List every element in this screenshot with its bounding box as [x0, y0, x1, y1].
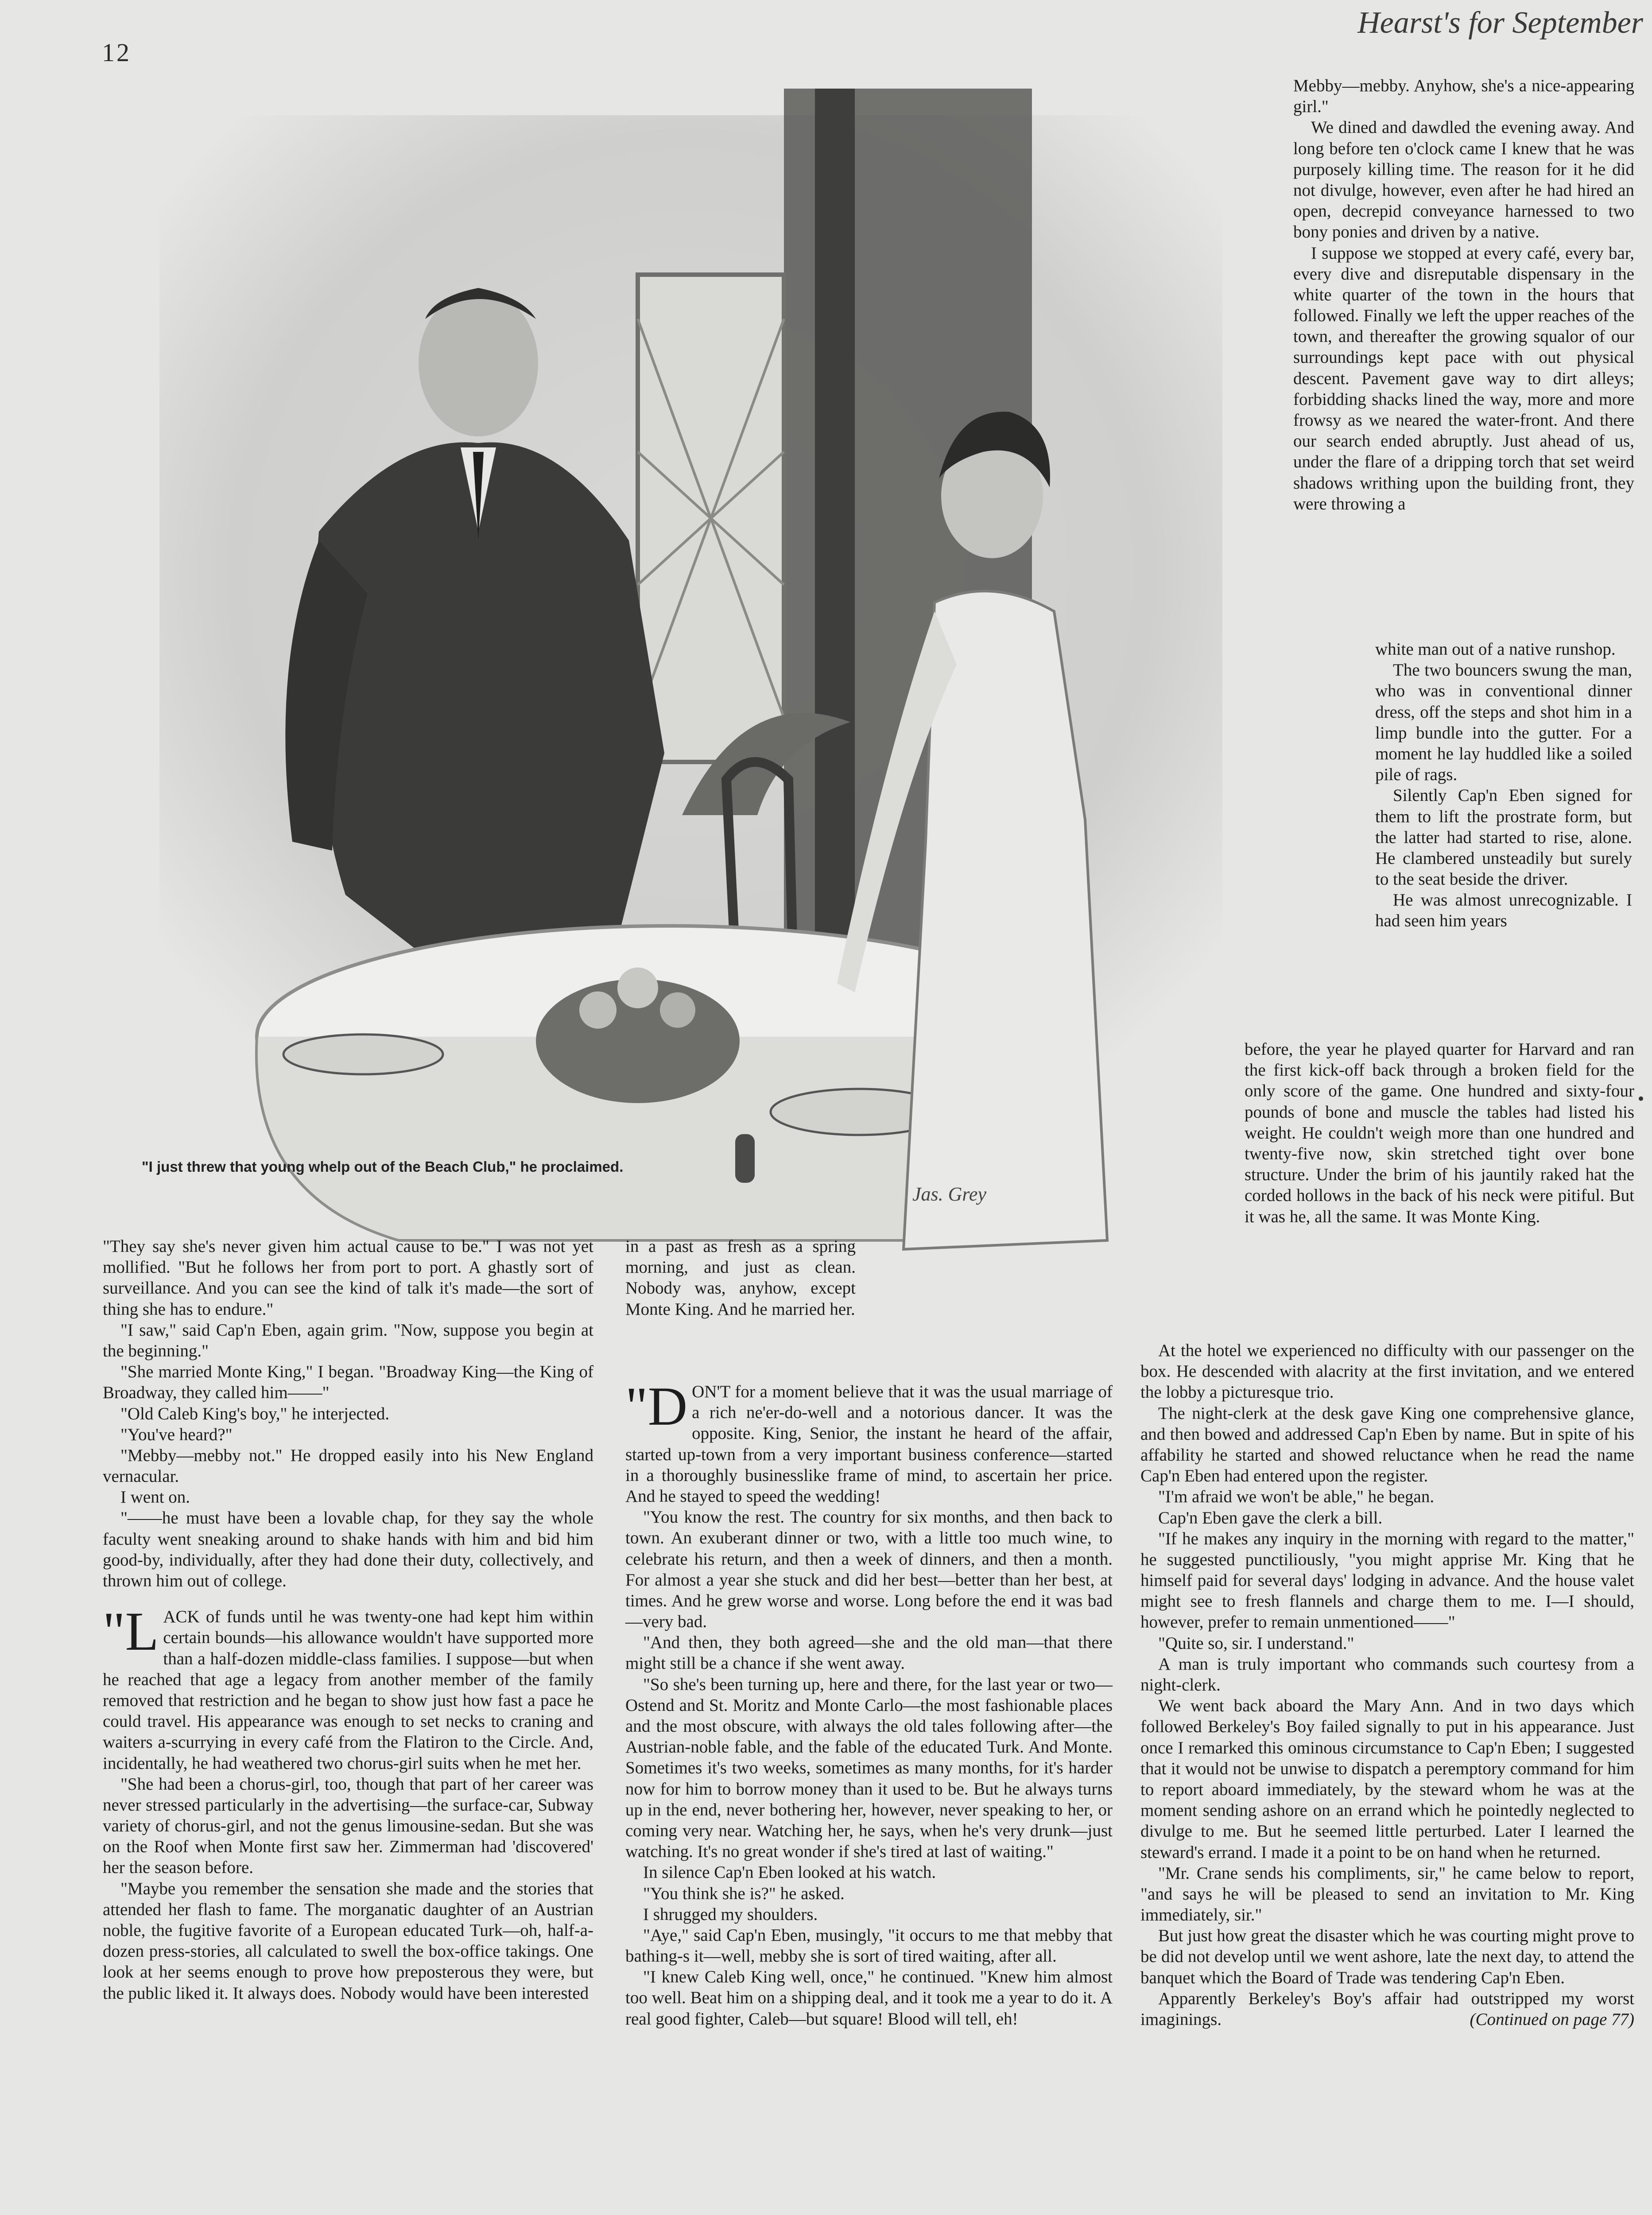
- paragraph: A man is truly important who commands such courtesy from a night-clerk.: [1140, 1654, 1634, 1694]
- paragraph: "She had been a chorus-girl, too, though that part of her career was never stressed particularly in the advertising—the surface-car, Subway variety of chorus-girl, and not the genus limousine-sedan. But she was on the Roof when Monte first saw her. Zimmerman had 'discovered' her the season before.: [103, 1774, 593, 1877]
- article-column-2-top: [625, 1236, 856, 1320]
- paragraph: But just how great the disaster which he was courting might prove to be did not develop until we went ashore, late the next day, to attend the banquet which the Board of Trade was tendering Cap'n Eben.: [1140, 1926, 1634, 1987]
- paragraph: "You know the rest. The country for six months, and then back to town. An exuberant dinner or two, with a little too much wine, to celebrate his return, and then a week of dinners, and then a month. For almost a year she stuck and did her best—better than her best, at times. And he grew worse and worse. Long before the end it was bad—very bad.: [625, 1508, 1113, 1632]
- last-paragraph-text: Apparently Berkeley's Boy's affair had outstripped my worst imaginings.: [1140, 1989, 1634, 2029]
- paragraph: [1140, 1988, 1634, 2030]
- paragraph: "I knew Caleb King well, once," he continued. "Knew him almost too well. Beat him on a shipping deal, and it took me a year to do it. A real good fighter, Caleb—but square! Blood will tell, eh!: [625, 1967, 1113, 2028]
- paragraph: At the hotel we experienced no difficulty with our passenger on the box. He descended with alacrity at the first invitation, and we entered the lobby a picturesque trio.: [1140, 1341, 1634, 1402]
- paragraph: white man out of a native runshop.: [1375, 640, 1616, 659]
- continued-on-link[interactable]: (Continued on page 77): [1470, 2010, 1634, 2029]
- paragraph: Cap'n Eben gave the clerk a bill.: [1158, 1508, 1383, 1527]
- paragraph: I went on.: [120, 1488, 190, 1507]
- paragraph: "Aye," said Cap'n Eben, musingly, "it occurs to me that mebby that bathing-s it—well, mebby she is sort of tired waiting, after all.: [625, 1925, 1113, 1966]
- paragraph: We dined and dawdled the evening away. And long before ten o'clock came I knew that he was purposely killing time. The reason for it he did not divulge, however, even after he had hired an open, decrepid conveyance harnessed to two bony ponies and driven by a native.: [1293, 118, 1634, 242]
- paragraph: "They say she's never given him actual cause to be." I was not yet mollified. "But he follows her from port to port. A ghastly sort of surveillance. And you can see the kind of talk it's made—the sort of thing she has to endure.": [103, 1237, 593, 1319]
- illustrator-signature: Jas. Grey: [912, 1183, 986, 1205]
- paragraph: In silence Cap'n Eben looked at his watch.: [643, 1863, 936, 1882]
- article-column-2: [625, 1376, 1113, 2029]
- paragraph: "So she's been turning up, here and there, for the last year or two—Ostend and St. Moritz and Monte Carlo—the most fashionable places and the most obscure, with always the old tales following after—the Austrian-noble fable, and the fable of the educated Turk. And Monte. Sometimes it's two weeks, sometimes as many months, for it's harder now for him to borrow money than it used to be. But he always turns up in the end, never bothering her, however, never speaking to her, or coming very near. Watching her, he says, when he's very drunk—just watching. It's no great wonder if she's tired at last of waiting.": [625, 1675, 1113, 1861]
- paragraph: "If he makes any inquiry in the morning with regard to the matter," he suggested punctiliously, "you might apprise Mr. King that he himself paid for several days' lodging in advance. And the house valet might see to fresh flannels and charge them to me. I—I should, however, prefer to remain unmentioned——": [1140, 1529, 1634, 1632]
- paragraph: "I'm afraid we won't be able," he began.: [1158, 1487, 1435, 1507]
- section-start-paragraph: "LACK of funds until he was twenty-one had kept him within certain bounds—his allowance wouldn't have supported more than a half-dozen middle-class families. I suppose—but when he reached that age a legacy from another member of the family removed that restriction and he began to show just how fast a pace he could travel. His appearance was enough to set necks to craning and waiters a-scurrying in every café from the Flatiron to the Circle. And, incidentally, he had weathered two chorus-girl suits when he met her.: [103, 1601, 593, 1773]
- article-column-3-mid: [1245, 1039, 1634, 1227]
- paragraph: "And then, they both agreed—she and the old man—that there might still be a chance if she went away.: [625, 1633, 1113, 1673]
- paragraph: "——he must have been a lovable chap, for they say the whole faculty went sneaking around to shake hands with him and bid him good-by, individually, after they had done their duty, collectively, and thrown him out of college.: [103, 1508, 593, 1590]
- paragraph: We went back aboard the Mary Ann. And in two days which followed Berkeley's Boy failed signally to put in his appearance. Just once I remarked this ominous circumstance to Cap'n Eben; I suggested that it would not be unwise to dispatch a peremptory command for him to report aboard immediately, by the steward whom he was at the moment sending ashore on an errand which he pointedly neglected to divulge to me. But he seemed little perturbed. Later I learned the steward's errand. I made it a point to be on hand when he returned.: [1140, 1696, 1634, 1862]
- paragraph: "Mebby—mebby not." He dropped easily into his New England vernacular.: [103, 1446, 593, 1486]
- article-column-1: [103, 1236, 593, 2004]
- paragraph: I shrugged my shoulders.: [643, 1904, 818, 1924]
- paragraph: "Mr. Crane sends his compliments, sir," he came below to report, "and says he will be pleased to send an invitation to Mr. King immediately, sir.": [1140, 1863, 1634, 1925]
- article-column-3-bottom: [1140, 1340, 1634, 2030]
- article-column-3-top: [1293, 75, 1634, 514]
- running-head: Hearst's for September: [1357, 6, 1643, 40]
- story-illustration: [159, 89, 1293, 1329]
- paragraph: before, the year he played quarter for Harvard and ran the first kick-off back through a broken field for the only score of the game. One hundred and sixty-four pounds of bone and muscle the tables had listed his weight. He couldn't weigh more than one hundred and twenty-five now, skin stretched tight over bone structure. Under the brim of his jauntily raked hat the corded hollows in the back of his neck were pitiful. But it was he, all the same. It was Monte King.: [1245, 1040, 1634, 1226]
- paragraph: He was almost unrecognizable. I had seen him years: [1375, 890, 1632, 931]
- paragraph: "Maybe you remember the sensation she made and the stories that attended her flash to fame. The morganatic daughter of an Austrian noble, the fugitive favorite of a European educated Turk—oh, half-a-dozen press-stories, all calculated to swell the box-office takings. One look at her seems enough to prove how preposterous they were, but the public liked it. It always does. Nobody would have been interested: [103, 1879, 593, 2003]
- margin-mark: [1639, 1096, 1643, 1101]
- illustration-caption: "I just threw that young whelp out of the Beach Club," he proclaimed.: [142, 1158, 624, 1175]
- paragraph: in a past as fresh as a spring morning, and just as clean. Nobody was, anyhow, except Monte King. And he married her.: [625, 1237, 856, 1319]
- leaded-window: [638, 275, 784, 762]
- section-start-paragraph: "DON'T for a moment believe that it was the usual marriage of a rich ne'er-do-well and a notorious dancer. It was the opposite. King, Senior, the instant he heard of the affair, started up-town from a very important business conference—started in a thoroughly businesslike frame of mind, to ascertain her price. And he stayed to speed the wedding!: [625, 1376, 1113, 1506]
- paragraph: The two bouncers swung the man, who was in conventional dinner dress, off the steps and shot him in a limp bundle into the gutter. For a moment he lay huddled like a soiled pile of rags.: [1375, 661, 1632, 785]
- paragraph: "She married Monte King," I began. "Broadway King—the King of Broadway, they called him——": [103, 1362, 593, 1403]
- paragraph: Silently Cap'n Eben signed for them to lift the prostrate form, but the latter had started to rise, alone. He clambered unsteadily but surely to the seat beside the driver.: [1375, 786, 1632, 889]
- page-number: 12: [102, 38, 131, 67]
- paragraph: "You think she is?" he asked.: [643, 1884, 845, 1903]
- paragraph: "Old Caleb King's boy," he interjected.: [120, 1404, 390, 1423]
- paragraph: I suppose we stopped at every café, every bar, every dive and disreputable dispensary in the white quarter of the town in the hours that followed. Finally we left the upper reaches of the town, and thereafter the growing squalor of our surroundings kept pace with out physical descent. Pavement gave way to dirt alleys; forbidding shacks lined the way, more and more frowsy as we neared the water-front. And there our search ended abruptly. Just ahead of us, under the flare of a dripping torch that set weird shadows writhing upon the building front, they were throwing a: [1293, 243, 1634, 513]
- paragraph: "Quite so, sir. I understand.": [1158, 1633, 1354, 1653]
- paragraph: Mebby—mebby. Anyhow, she's a nice-appearing girl.": [1293, 76, 1634, 117]
- paragraph: "I saw," said Cap'n Eben, again grim. "Now, suppose you begin at the beginning.": [103, 1320, 593, 1360]
- paragraph: "You've heard?": [120, 1425, 233, 1444]
- paragraph: The night-clerk at the desk gave King one comprehensive glance, and then bowed and addressed Cap'n Eben by name. But in spite of his affability he started and showed reluctance when he read the name Cap'n Eben had entered upon the register.: [1140, 1403, 1634, 1486]
- drapery-edge: [815, 89, 855, 997]
- article-column-3-narrow: [1375, 639, 1632, 932]
